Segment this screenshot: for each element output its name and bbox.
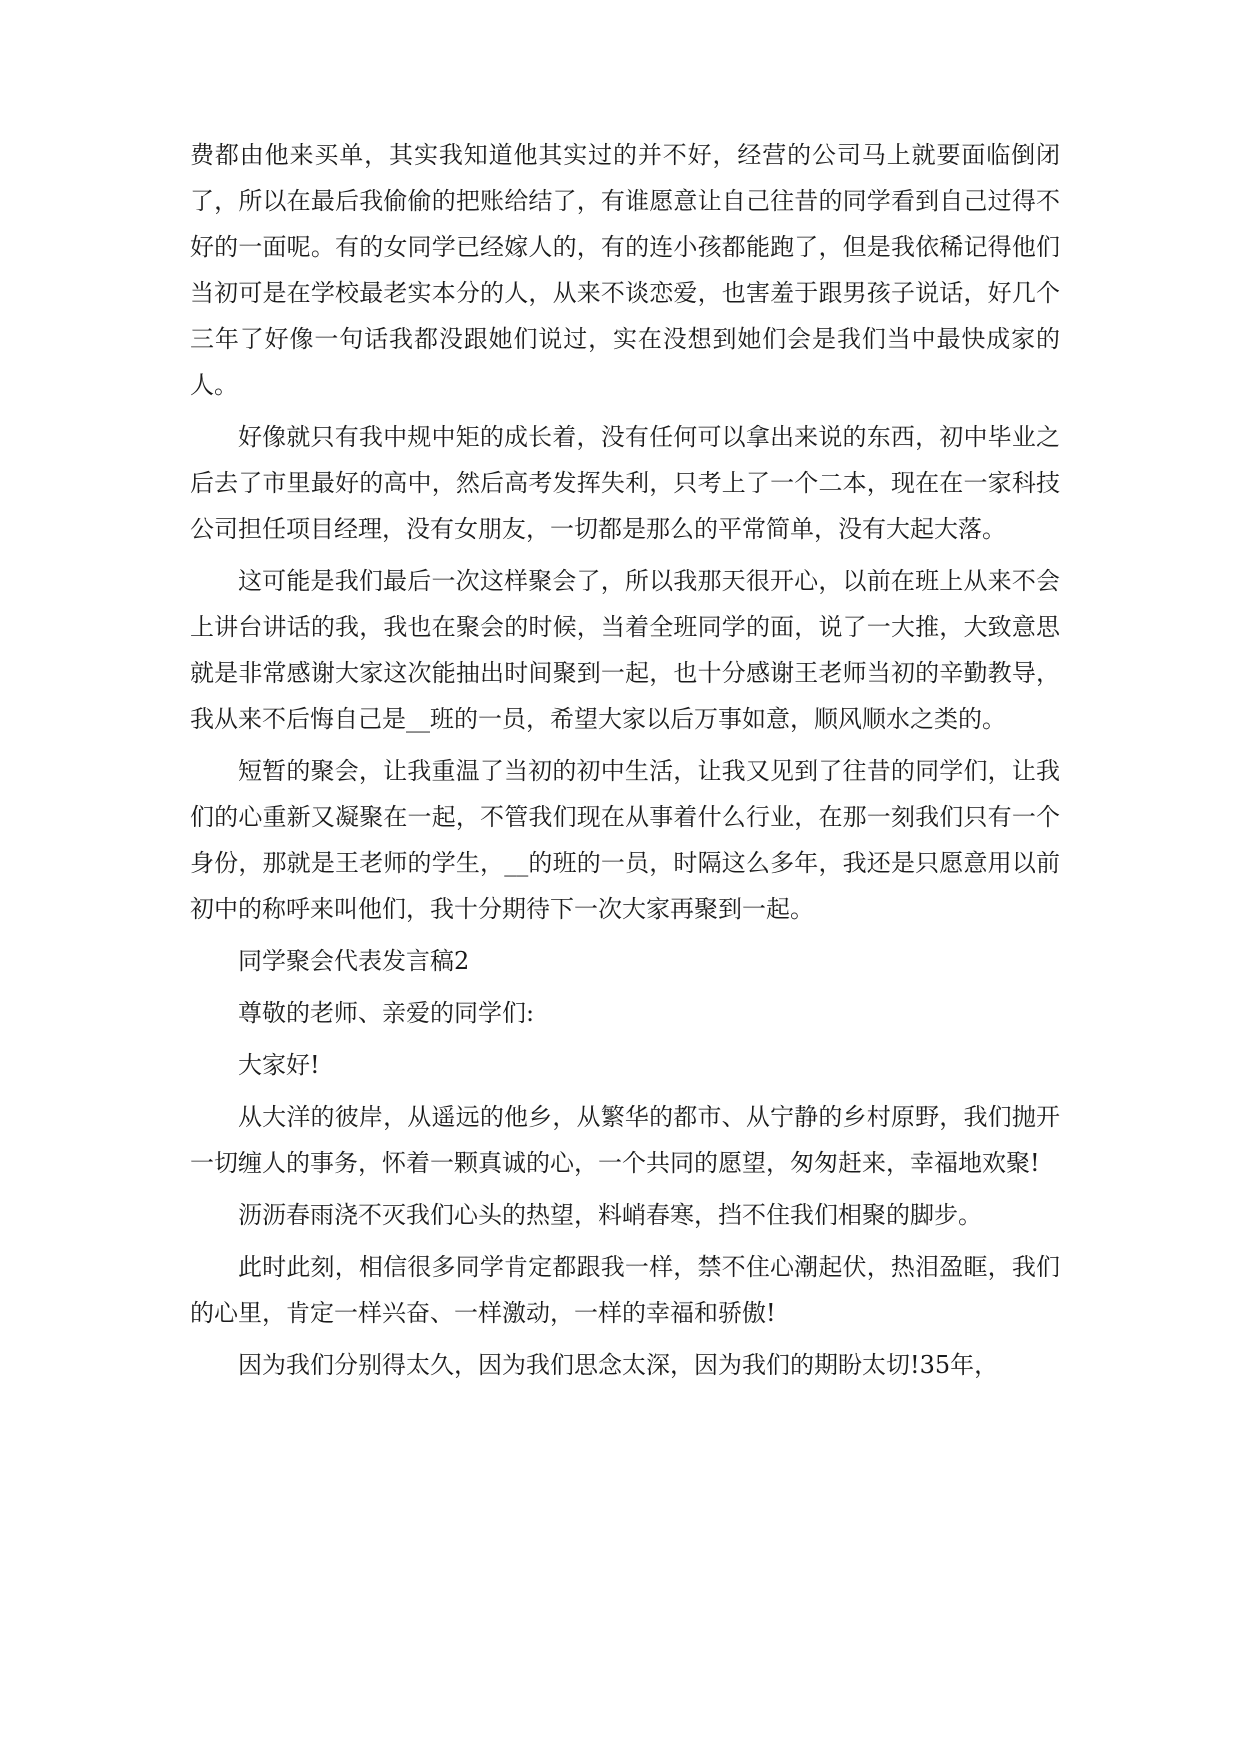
paragraph: 这可能是我们最后一次这样聚会了，所以我那天很开心，以前在班上从来不会上讲台讲话的我，我也在聚会的时候，当着全班同学的面，说了一大推，大致意思就是非常感谢大家这次能抽出时间聚到一起，也十分感谢王老师当初的辛勤教导，我从来不后悔自己是__班的一员，希望大家以后万事如意，顺风顺水之类的。 [190,567,1060,733]
salutation: 尊敬的老师、亲爱的同学们: [238,999,535,1027]
paragraph-continuation: 费都由他来买单，其实我知道他其实过的并不好，经营的公司马上就要面临倒闭了，所以在最后我偷偷的把账给结了，有谁愿意让自己往昔的同学看到自己过得不好的一面呢。有的女同学已经嫁人的，有的连小孩都能跑了，但是我依稀记得他们当初可是在学校最老实本分的人，从来不谈恋爱，也害羞于跟男孩子说话，好几个三年了好像一句话我都没跟她们说过，实在没想到她们会是我们当中最快成家的人。 [190,141,1060,399]
greeting: 大家好! [238,1051,320,1079]
paragraph: 沥沥春雨浇不灭我们心头的热望，料峭春寒，挡不住我们相聚的脚步。 [238,1201,982,1229]
paragraph: 从大洋的彼岸，从遥远的他乡，从繁华的都市、从宁静的乡村原野，我们抛开一切缠人的事务，怀着一颗真诚的心，一个共同的愿望，匆匆赶来，幸福地欢聚! [190,1103,1060,1177]
paragraph: 因为我们分别得太久，因为我们思念太深，因为我们的期盼太切!35年， [238,1351,999,1379]
document-body [190,132,1060,1394]
paragraph: 短暂的聚会，让我重温了当初的初中生活，让我又见到了往昔的同学们，让我们的心重新又凝聚在一起，不管我们现在从事着什么行业，在那一刻我们只有一个身份，那就是王老师的学生，__的班的一员，时隔这么多年，我还是只愿意用以前初中的称呼来叫他们，我十分期待下一次大家再聚到一起。 [190,757,1060,923]
paragraph: 好像就只有我中规中矩的成长着，没有任何可以拿出来说的东西，初中毕业之后去了市里最好的高中，然后高考发挥失利，只考上了一个二本，现在在一家科技公司担任项目经理，没有女朋友，一切都是那么的平常简单，没有大起大落。 [190,423,1060,543]
paragraph: 此时此刻，相信很多同学肯定都跟我一样，禁不住心潮起伏，热泪盈眶，我们的心里，肯定一样兴奋、一样激动，一样的幸福和骄傲! [190,1253,1060,1327]
section-heading: 同学聚会代表发言稿2 [238,947,470,975]
